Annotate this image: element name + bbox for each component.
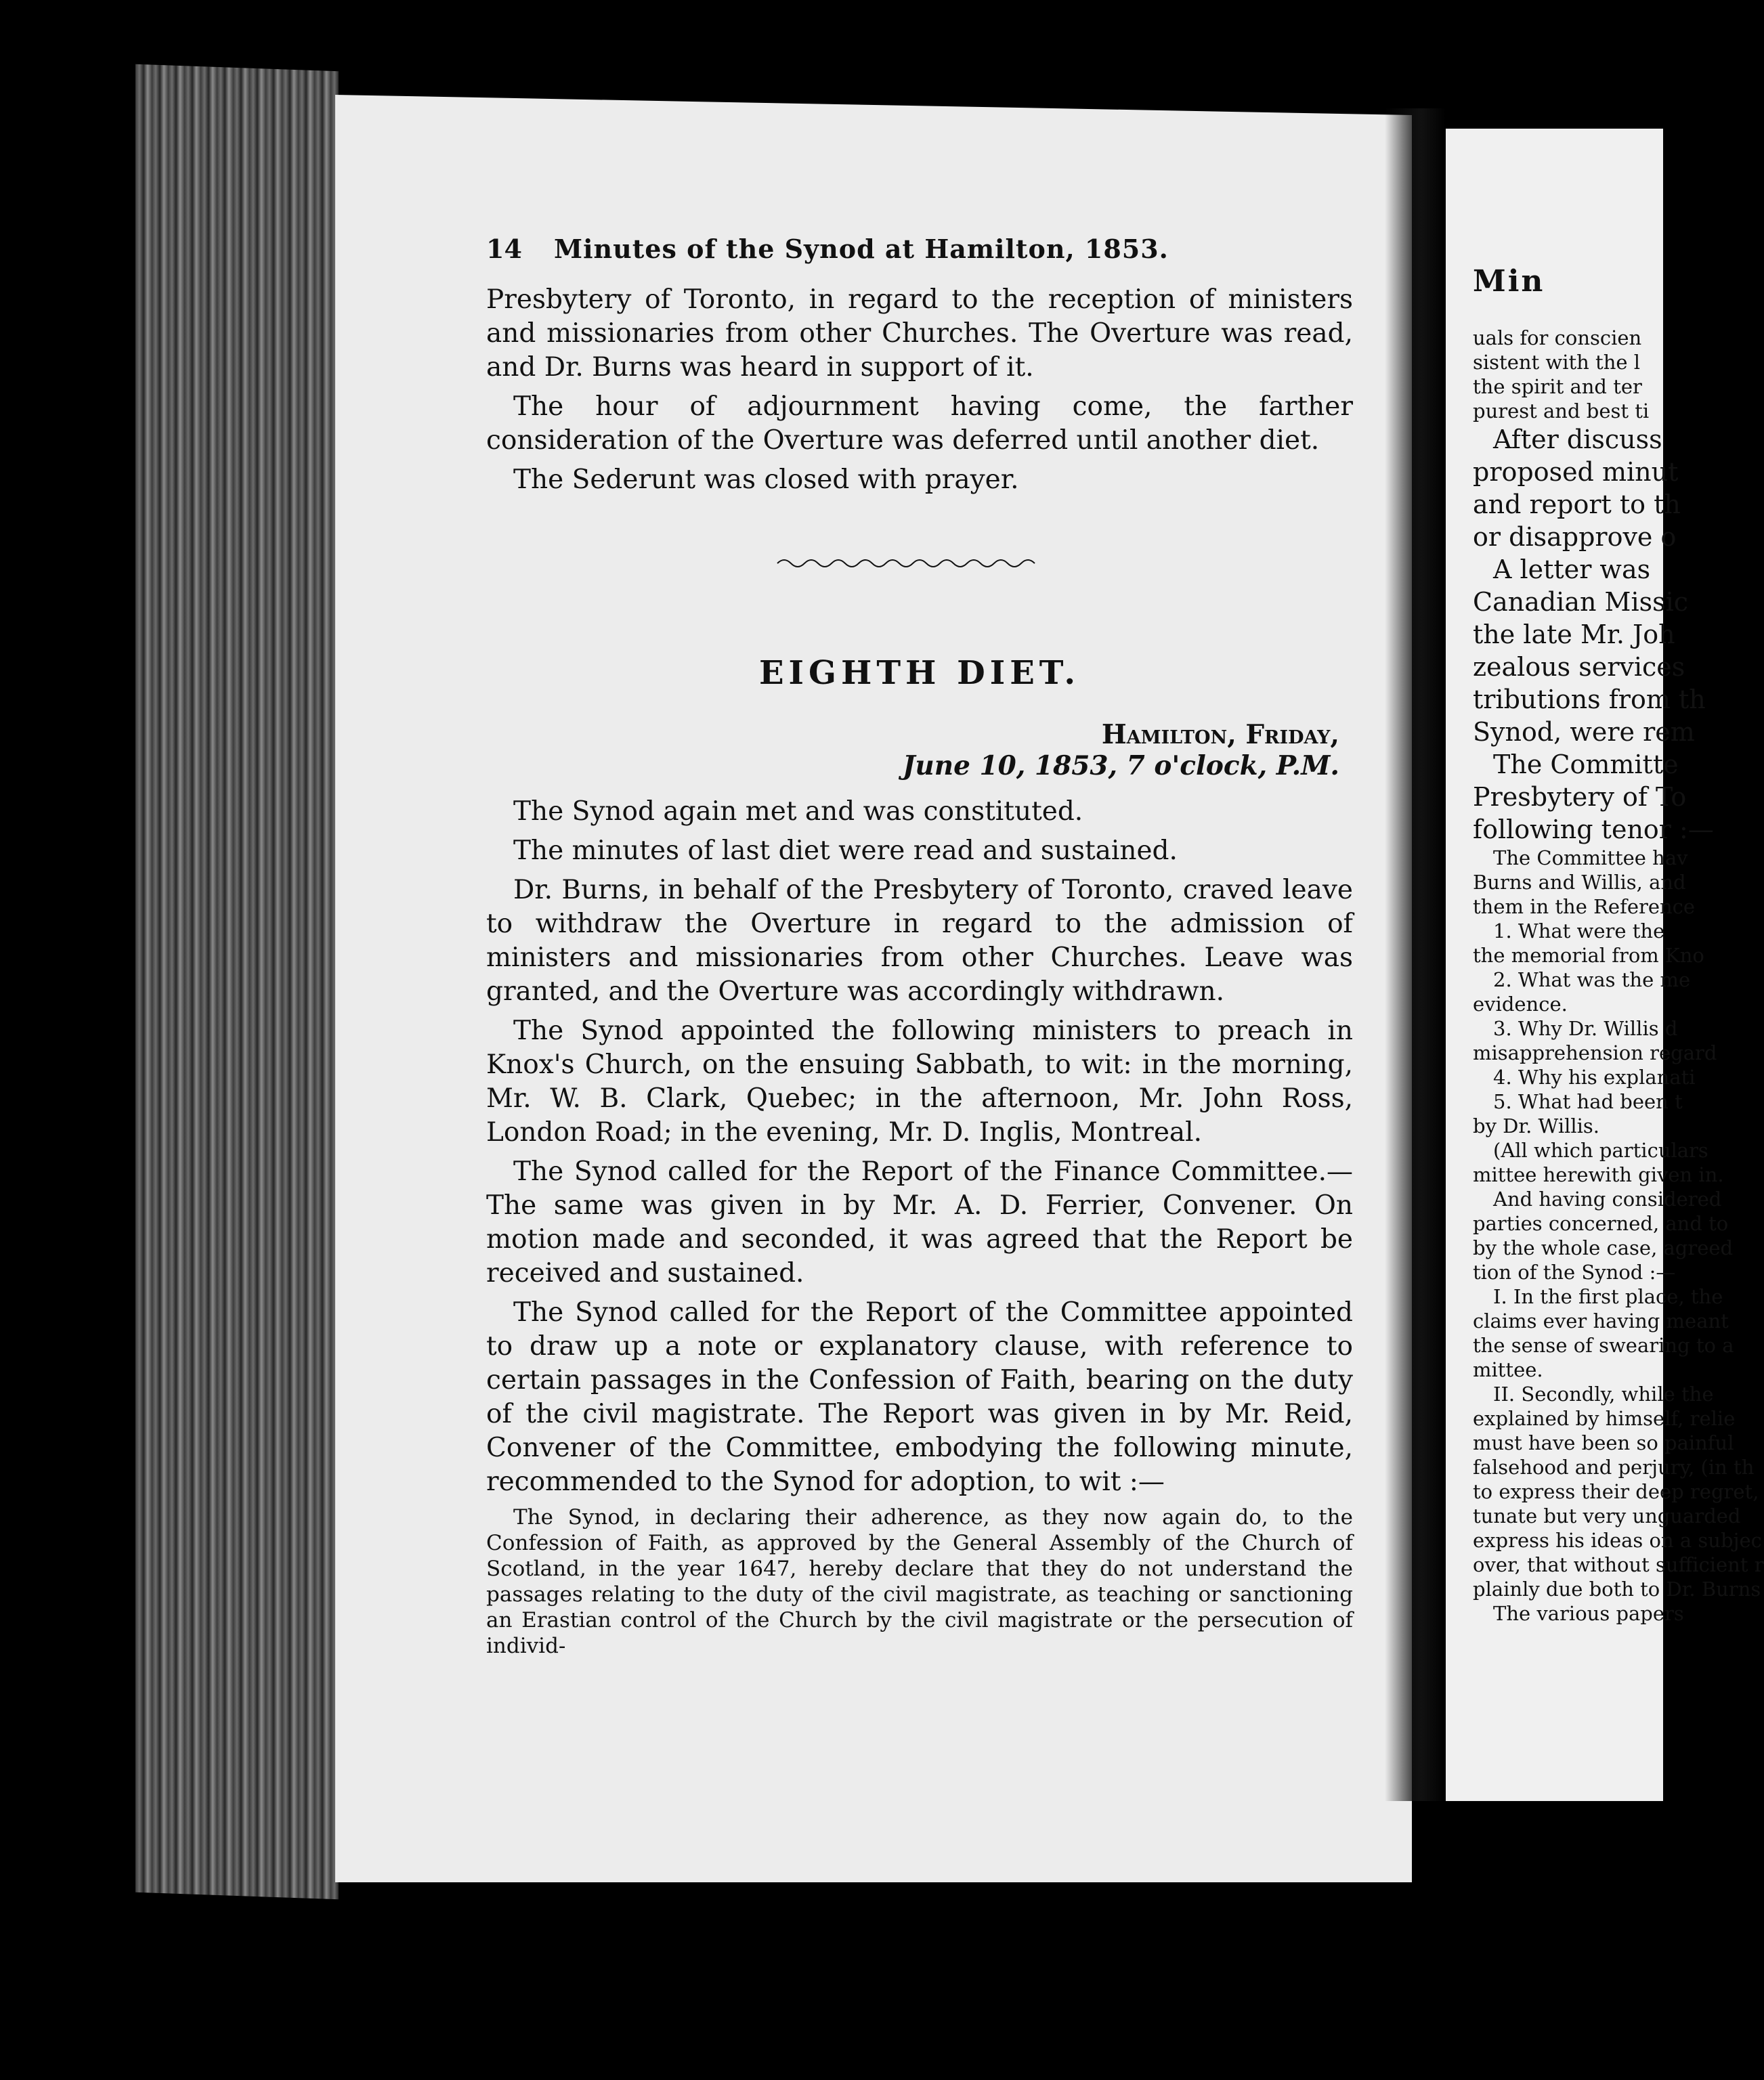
text-line: I. In the first place, the [1493, 1285, 1723, 1308]
text-line: misapprehension regard [1473, 1041, 1717, 1064]
text-line: evidence. [1473, 993, 1568, 1016]
text-line: proposed minut [1473, 457, 1679, 487]
text-line: to express their deep regret, [1473, 1480, 1759, 1503]
header-title: Minutes of the Synod at Hamilton, 1853. [554, 234, 1169, 264]
paragraph-committee-report: The Synod called for the Report of the Committee appointed to draw up a note or explanatory clause, with reference to certain passages in the Confession of Faith, bearing on the duty of the civil magistrate. The Report was given in by Mr. Reid, Convener of the Committee, embodying the following minute, recommended to the Synod for adoption, to wit :— [486, 1297, 1353, 1497]
paragraph-sederunt: The Sederunt was closed with prayer. [513, 464, 1019, 495]
left-page-text [486, 234, 1353, 1659]
paragraph-finance: The Synod called for the Report of the Finance Committee.— The same was given in by Mr. A. D. Ferrier, Convener. On motion made and seconded, it was agreed that the Report be received and sustained. [486, 1156, 1353, 1288]
text-line: After discuss [1493, 425, 1662, 454]
text-line: plainly due both to Dr. Burns [1473, 1578, 1761, 1601]
text-line: And having considered [1493, 1188, 1722, 1211]
text-line: The Committee hav [1493, 846, 1688, 869]
text-line: 3. Why Dr. Willis d [1493, 1017, 1678, 1040]
text-line: 2. What was the me [1493, 968, 1691, 991]
text-line: purest and best ti [1473, 399, 1650, 422]
text-line: Presbytery of To [1473, 782, 1687, 812]
page-number: 14 [486, 234, 522, 264]
text-line: A letter was [1493, 555, 1651, 584]
text-line: the spirit and ter [1473, 375, 1642, 398]
page-edges [135, 64, 339, 1899]
paragraph-adjournment: The hour of adjournment having come, the farther consideration of the Overture was deferred until another diet. [486, 391, 1353, 456]
text-line: Burns and Willis, and [1473, 871, 1686, 894]
text-line: parties concerned, and to [1473, 1212, 1729, 1235]
text-line: must have been so painful [1473, 1431, 1734, 1454]
wavy-divider [777, 557, 1035, 570]
right-page-text [1473, 264, 1764, 1626]
paragraph-minutes: The minutes of last diet were read and sustained. [513, 836, 1178, 866]
text-line: by the whole case, agreed [1473, 1236, 1734, 1259]
text-line: explained by himself, relie [1473, 1407, 1736, 1430]
text-line: the late Mr. Joh [1473, 620, 1675, 649]
paragraph-adherence: The Synod, in declaring their adherence, as they now again do, to the Confession of Faith, as approved by the General Assembly of the Church of Scotland, in the year 1647, hereby declare that they do not understand the passages relating to the duty of the civil magistrate, as teaching or sanctioning an Erastian control of the Church by the civil magistrate or the persecution of individ- [486, 1505, 1353, 1658]
text-line: zealous services [1473, 652, 1685, 682]
text-line: the memorial from Kno [1473, 944, 1704, 967]
text-line: over, that without sufficient r [1473, 1553, 1764, 1576]
paragraph-withdraw: Dr. Burns, in behalf of the Presbytery of Toronto, craved leave to withdraw the Overture in regard to the admission of ministers and missionaries from other Churches. Leave was granted, and the Overture was accordingly withdrawn. [486, 875, 1353, 1007]
meeting-date: June 10, 1853, 7 o'clock, P.M. [902, 750, 1339, 781]
text-line: uals for conscien [1473, 326, 1642, 349]
text-line: sistent with the l [1473, 351, 1641, 374]
text-line: II. Secondly, while the [1493, 1383, 1714, 1406]
text-line: the sense of swearing to a [1473, 1334, 1734, 1357]
text-line: (All which particulars [1493, 1139, 1708, 1162]
text-line: Synod, were rem [1473, 717, 1695, 747]
text-line: following tenor :— [1473, 815, 1714, 844]
text-line: tunate but very unguarded [1473, 1504, 1741, 1528]
text-line: tion of the Synod :— [1473, 1261, 1676, 1284]
spine-shadow [1385, 108, 1446, 1801]
text-line: The various papers [1493, 1602, 1684, 1625]
section-title: EIGHTH DIET. [758, 654, 1081, 692]
text-line: mittee herewith given in. [1473, 1163, 1724, 1186]
paragraph-preachers: The Synod appointed the following ministers to preach in Knox's Church, on the ensuing Sabbath, to wit: in the morning, Mr. W. B. Clark, Quebec; in the afternoon, Mr. John Ross, London Road; in the evening, Mr. D. Inglis, Montreal. [486, 1016, 1353, 1148]
text-line: them in the Reference [1473, 895, 1696, 918]
text-line: Canadian Missic [1473, 587, 1689, 617]
text-line: and report to th [1473, 490, 1681, 519]
text-line: or disapprove o [1473, 522, 1677, 552]
text-line: The Committe [1493, 750, 1679, 779]
text-line: 4. Why his explanati [1493, 1066, 1696, 1089]
text-line: by Dr. Willis. [1473, 1114, 1600, 1138]
text-line: claims ever having meant [1473, 1309, 1729, 1332]
paragraph-constituted: The Synod again met and was constituted. [513, 796, 1083, 827]
text-line: mittee. [1473, 1358, 1543, 1381]
text-line: 5. What had been t [1493, 1090, 1683, 1113]
running-header [486, 234, 1353, 264]
text-line: tributions from th [1473, 685, 1706, 714]
text-line: 1. What were the [1493, 919, 1665, 942]
paragraph-overture: Presbytery of Toronto, in regard to the reception of ministers and missionaries from other Churches. The Overture was read, and Dr. Burns was heard in support of it. [486, 284, 1353, 383]
meeting-place: Hamilton, Friday, [1101, 719, 1339, 750]
text-line: falsehood and perjury, (in th [1473, 1456, 1755, 1479]
right-page-lines [1473, 326, 1764, 1626]
text-line: express his ideas on a subjec [1473, 1529, 1762, 1552]
right-running-header: Min [1473, 264, 1545, 299]
